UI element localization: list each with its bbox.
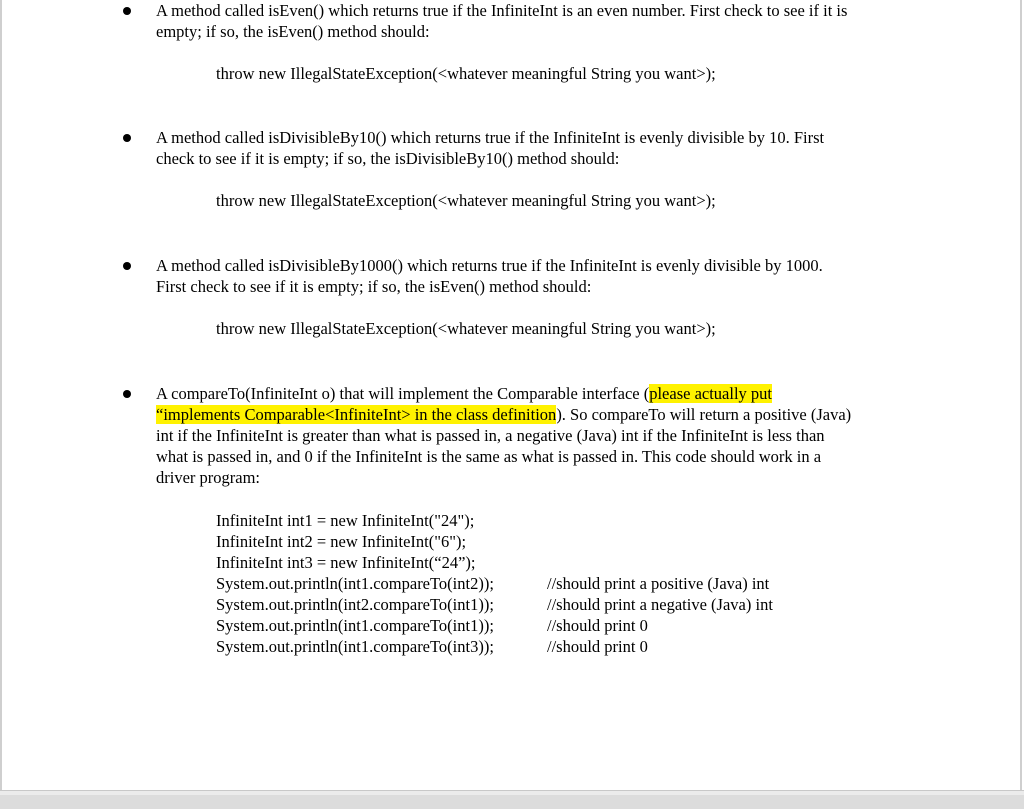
bullet-icon: [123, 262, 131, 270]
code-line: InfiniteInt int3 = new InfiniteInt(“24”);: [216, 553, 476, 572]
text-segment: ). So compareTo will return a positive (Java): [556, 405, 852, 424]
code-comment: //should print 0: [547, 616, 648, 635]
code-comment: //should print 0: [547, 637, 648, 656]
code-line: System.out.println(int1.compareTo(int3));: [216, 637, 494, 656]
item-isDivisibleBy10: [156, 127, 956, 169]
page-right-edge: [1020, 0, 1022, 790]
code-comment: //should print a positive (Java) int: [547, 574, 770, 593]
item-text-line: empty; if so, the isEven() method should:: [156, 22, 430, 41]
item-isEven: [156, 0, 956, 42]
bullet-icon: [123, 390, 131, 398]
item-text-line: A method called isEven() which returns true if the InfiniteInt is an even number. First check to see if it is: [156, 1, 848, 20]
page-left-edge: [0, 0, 2, 790]
item-isDivisibleBy1000: [156, 255, 956, 297]
text-segment: A compareTo(InfiniteInt o) that will implement the Comparable interface (: [156, 384, 650, 403]
item-text-line: int if the InfiniteInt is greater than what is passed in, a negative (Java) int if the InfiniteInt is less than: [156, 426, 825, 445]
bullet-icon: [123, 134, 131, 142]
highlighted-text: please actually put: [649, 384, 773, 403]
code-line: System.out.println(int1.compareTo(int1));: [216, 616, 494, 635]
code-throw: throw new IllegalStateException(<whatever meaningful String you want>);: [216, 64, 716, 83]
item-text-line: [156, 404, 956, 425]
item-text-line: driver program:: [156, 468, 261, 487]
page-bottom-shadow: [0, 791, 1024, 795]
code-throw: throw new IllegalStateException(<whatever meaningful String you want>);: [216, 319, 716, 338]
bullet-icon: [123, 7, 131, 15]
highlighted-text: “implements Comparable<InfiniteInt> in the class definition: [156, 405, 557, 424]
item-text-line: what is passed in, and 0 if the InfiniteInt is the same as what is passed in. This code should work in a: [156, 447, 822, 466]
code-line: InfiniteInt int2 = new InfiniteInt("6");: [216, 532, 467, 551]
item-text-line: A method called isDivisibleBy10() which returns true if the InfiniteInt is evenly divisible by 10. First: [156, 128, 825, 147]
item-text-line: [156, 383, 956, 404]
code-line: InfiniteInt int1 = new InfiniteInt("24");: [216, 511, 475, 530]
page-bottom-border: [0, 790, 1024, 809]
code-line: System.out.println(int2.compareTo(int1));: [216, 595, 494, 614]
item-compareTo: [156, 383, 956, 488]
item-text-line: A method called isDivisibleBy1000() which returns true if the InfiniteInt is evenly divisible by 1000.: [156, 256, 823, 275]
code-comment: //should print a negative (Java) int: [547, 595, 773, 614]
item-text-line: First check to see if it is empty; if so, the isEven() method should:: [156, 277, 592, 296]
code-throw: throw new IllegalStateException(<whatever meaningful String you want>);: [216, 191, 716, 210]
code-line: System.out.println(int1.compareTo(int2));: [216, 574, 494, 593]
item-text-line: check to see if it is empty; if so, the isDivisibleBy10() method should:: [156, 149, 620, 168]
